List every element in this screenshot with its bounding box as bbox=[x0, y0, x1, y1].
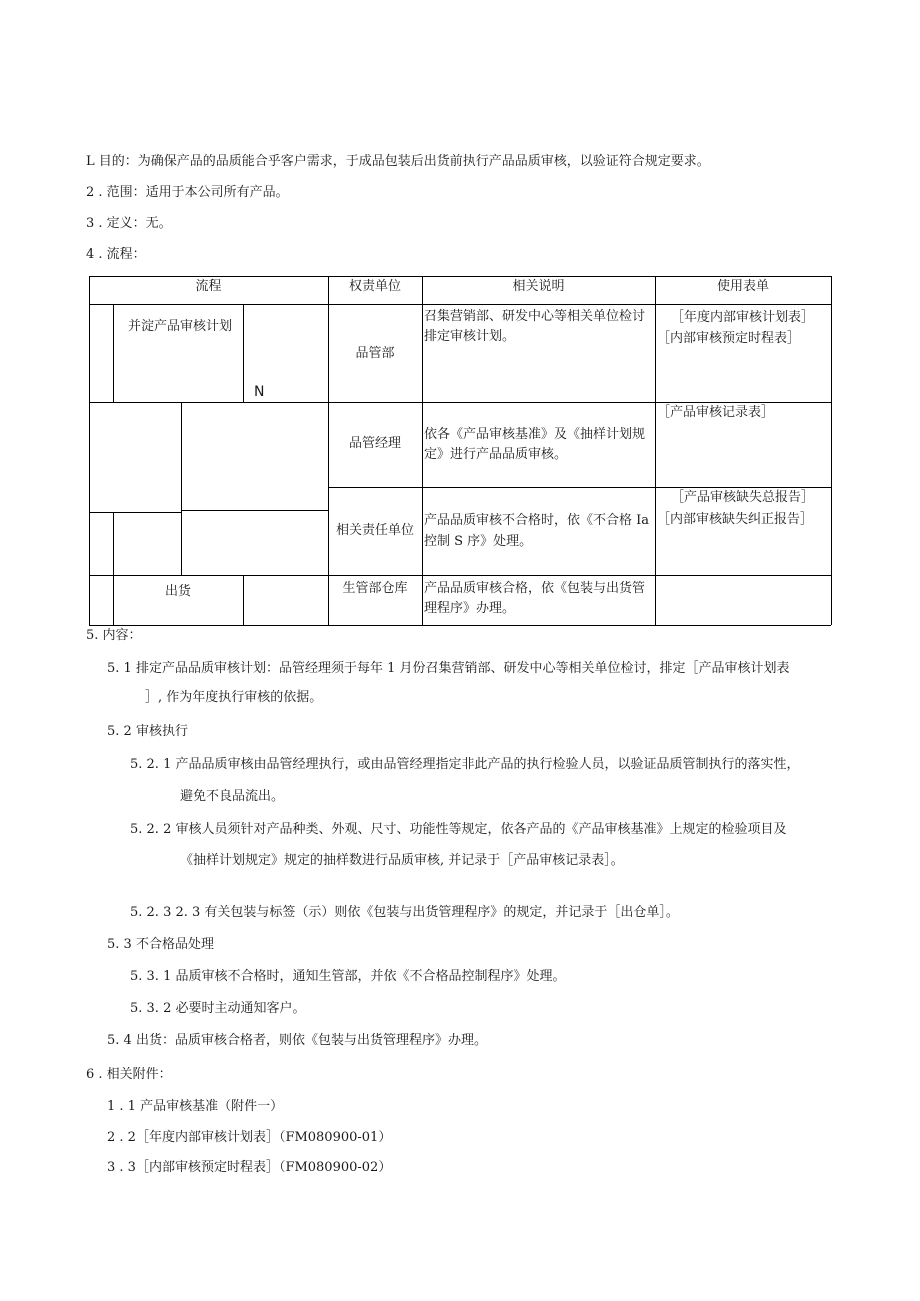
content-heading: 5. 内容： bbox=[86, 628, 142, 643]
section-5-2-1-line-1: 5. 2. 1 产品品质审核由品管经理执行，或由品管经理指定非此产品的执行检验人员，以验证品质管制执行的落实性， bbox=[130, 757, 800, 772]
section-5-3-2: 5. 3. 2 必要时主动通知客户。 bbox=[130, 1001, 306, 1016]
section-5-4: 5. 4 出货：品质审核合格者，则依《包装与出货管理程序》办理。 bbox=[107, 1033, 487, 1048]
form-row-1-b: ［内部审核预定时程表］ bbox=[657, 331, 801, 346]
desc-row-3-line-2: 控制 S 序》处理。 bbox=[424, 534, 533, 549]
process-heading: 4 . 流程： bbox=[86, 247, 146, 262]
section-5-1-line-2: ］, 作为年度执行审核的依据。 bbox=[145, 690, 323, 705]
section-5-2-1-line-2: 避免不良品流出。 bbox=[180, 789, 285, 804]
desc-row-1-line-1: 召集营销部、研发中心等相关单位检讨 bbox=[424, 309, 646, 324]
purpose-line: L 目的：为确保产品的品质能合乎客户需求，于成品包装后出货前执行产品品质审核，以验证符合规定要求。 bbox=[86, 154, 710, 169]
flow-marker: N bbox=[254, 384, 265, 400]
desc-row-1-line-2: 排定审核计划。 bbox=[424, 329, 516, 344]
attachment-item-2: 2 . 2［年度内部审核计划表］（FM080900-01） bbox=[107, 1130, 392, 1145]
desc-row-3-line-1: 产品品质审核不合格时，依《不合格 Ia bbox=[424, 513, 650, 528]
desc-row-2-line-1: 依各《产品审核基准》及《抽样计划规 bbox=[424, 427, 646, 442]
header-flow: 流程 bbox=[195, 279, 222, 294]
header-forms: 使用表单 bbox=[716, 279, 769, 294]
section-5-2-3: 5. 2. 3 2. 3 有关包装与标签（示）则依《包装与出货管理程序》的规定，并记录于［出仓单］。 bbox=[130, 905, 679, 920]
form-row-3-b: ［内部审核缺失纠正报告］ bbox=[657, 512, 814, 527]
definition-line: 3 . 定义：无。 bbox=[86, 216, 172, 231]
unit-row-4: 生管部仓库 bbox=[342, 581, 408, 596]
attachments-heading: 6 . 相关附件： bbox=[86, 1067, 172, 1082]
header-unit: 权责单位 bbox=[348, 279, 401, 294]
unit-row-1: 品管部 bbox=[355, 346, 395, 361]
form-row-2-a: ［产品审核记录表］ bbox=[657, 405, 775, 420]
unit-row-3: 相关责任单位 bbox=[335, 523, 414, 538]
desc-row-4-line-1: 产品品质审核合格，依《包装与出货管 bbox=[424, 581, 646, 596]
header-description: 相关说明 bbox=[512, 279, 565, 294]
section-5-3-1: 5. 3. 1 品质审核不合格时，通知生管部，并依《不合格品控制程序》处理。 bbox=[130, 969, 566, 984]
section-5-1-line-1: 5. 1 排定产品品质审核计划：品管经理须于每年 1 月份召集营销部、研发中心等相关单位检讨，排定［产品审核计划表 bbox=[107, 661, 790, 676]
flow-step-ship: 出货 bbox=[164, 584, 191, 599]
section-5-2-2-line-1: 5. 2. 2 审核人员须针对产品种类、外观、尺寸、功能性等规定，依各产品的《产品审核基准》上规定的检验项目及 bbox=[130, 822, 787, 837]
section-5-2-2-line-2: 《抽样计划规定》规定的抽样数进行品质审核, 并记录于［产品审核记录表］。 bbox=[180, 853, 624, 868]
flow-step-plan: 并淀产品审核计划 bbox=[128, 319, 233, 334]
scope-line: 2 . 范围：适用于本公司所有产品。 bbox=[86, 185, 289, 200]
section-5-3: 5. 3 不合格品处理 bbox=[107, 937, 214, 952]
desc-row-2-line-2: 定》进行产品品质审核。 bbox=[424, 447, 568, 462]
form-row-1-a: ［年度内部审核计划表］ bbox=[671, 310, 815, 325]
form-row-3-a: ［产品审核缺失总报告］ bbox=[671, 490, 815, 505]
unit-row-2: 品管经理 bbox=[348, 436, 401, 451]
section-5-2: 5. 2 审核执行 bbox=[107, 724, 188, 739]
attachment-item-3: 3 . 3［内部审核预定时程表］（FM080900-02） bbox=[107, 1160, 392, 1175]
attachment-item-1: 1 . 1 产品审核基准（附件一） bbox=[107, 1099, 284, 1114]
desc-row-4-line-2: 理程序》办理。 bbox=[424, 601, 516, 616]
